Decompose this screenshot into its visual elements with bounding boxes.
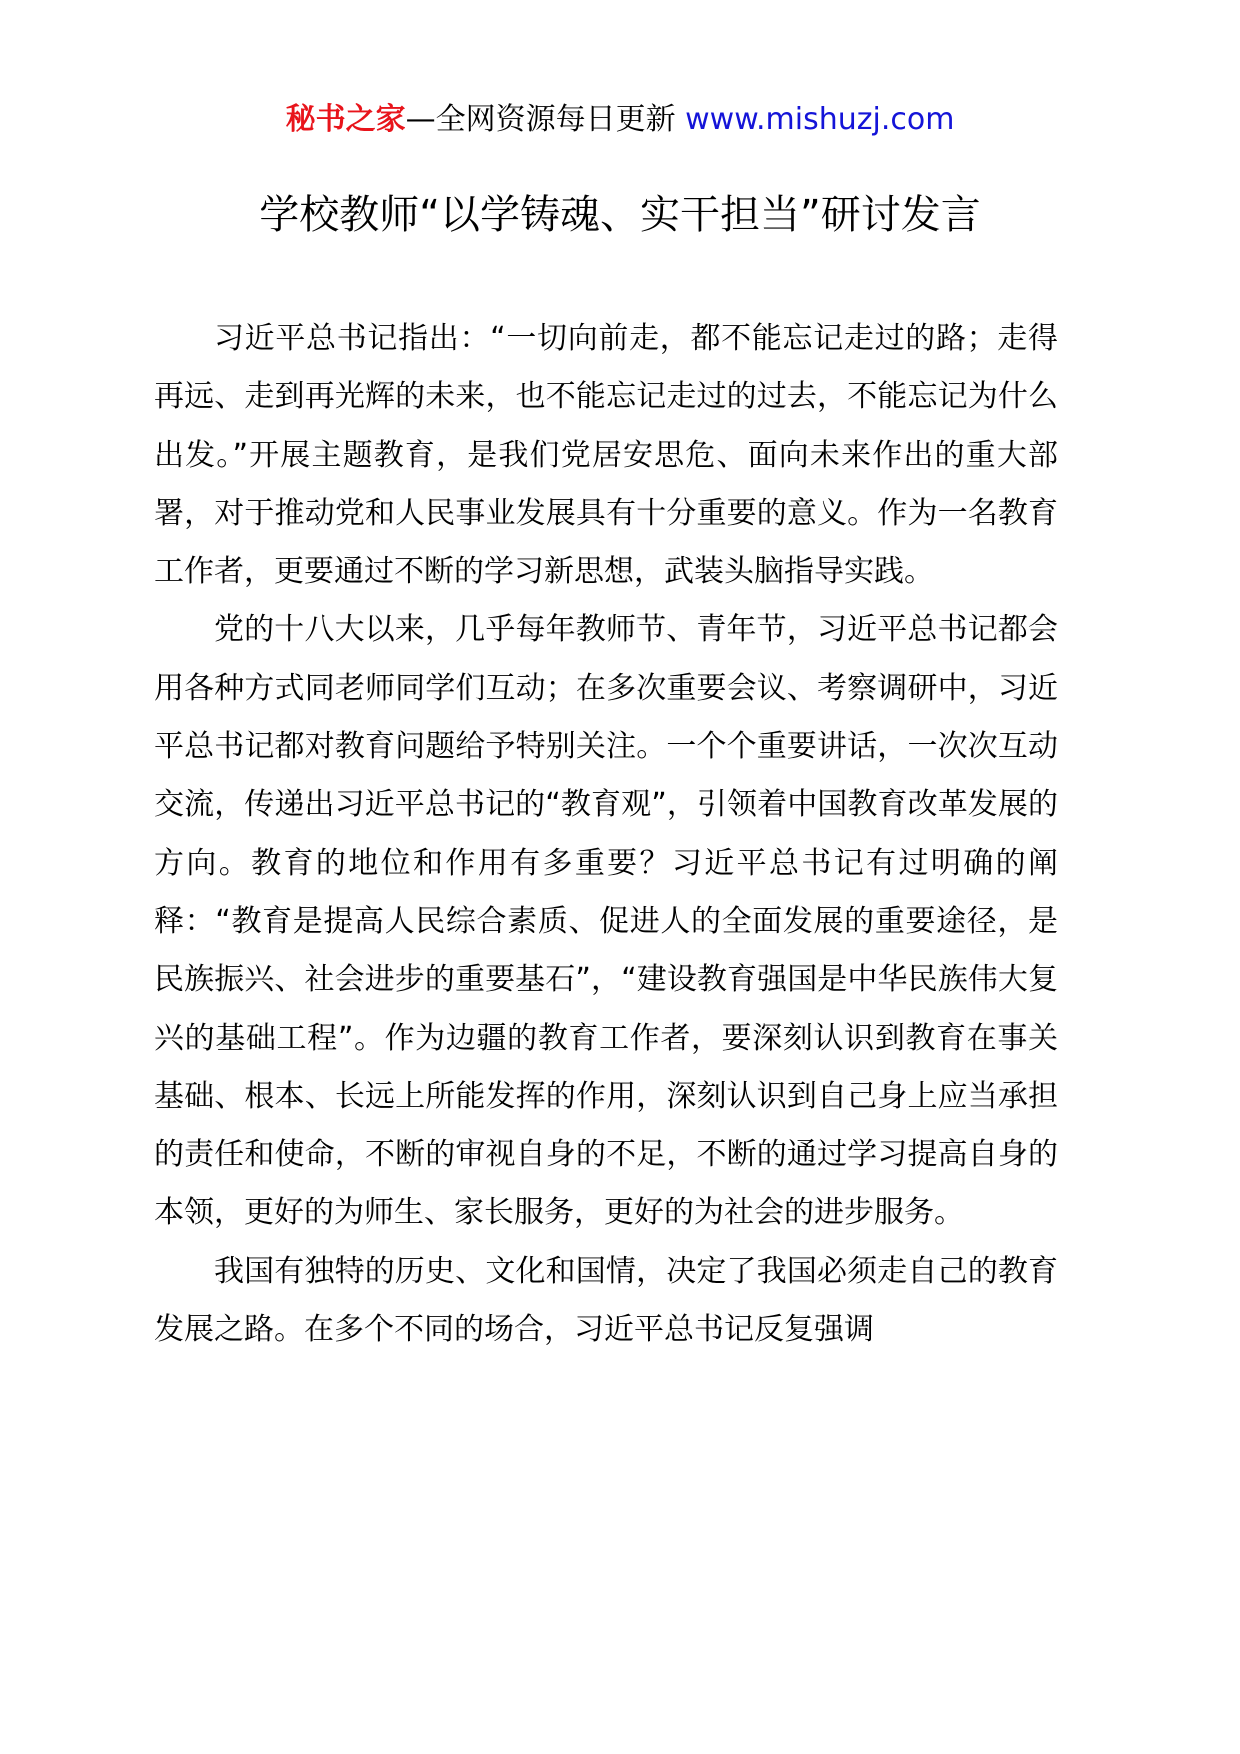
document-title: 学校教师“以学铸魂、实干担当”研讨发言 [259,192,981,238]
document-body [154,310,1058,1359]
paragraph-3: 我国有独特的历史、文化和国情，决定了我国必须走自己的教育发展之路。在多个不同的场合，习近平总书记反复强调 [154,1253,1058,1348]
brand-name: 秘书之家 [285,102,406,137]
site-tagline: —全网资源每日更新 [405,102,676,137]
site-url-link[interactable]: www.mishuzj.com [685,102,955,137]
site-header [0,100,1240,140]
paragraph-1: 习近平总书记指出：“一切向前走，都不能忘记走过的路；走得再远、走到再光辉的未来，也不能忘记走过的过去，不能忘记为什么出发。”开展主题教育，是我们党居安思危、面向未来作出的重大部署，对于推动党和人民事业发展具有十分重要的意义。作为一名教育工作者，更要通过不断的学习新思想，武装头脑指导实践。 [154,321,1058,590]
paragraph-2: 党的十八大以来，几乎每年教师节、青年节，习近平总书记都会用各种方式同老师同学们互动；在多次重要会议、考察调研中，习近平总书记都对教育问题给予特别关注。一个个重要讲话，一次次互动交流，传递出习近平总书记的“教育观”，引领着中国教育改革发展的方向。教育的地位和作用有多重要？习近平总书记有过明确的阐释：“教育是提高人民综合素质、促进人的全面发展的重要途径，是民族振兴、社会进步的重要基石”，“建设教育强国是中华民族伟大复兴的基础工程”。作为边疆的教育工作者，要深刻认识到教育在事关基础、根本、长远上所能发挥的作用，深刻认识到自己身上应当承担的责任和使命，不断的审视自身的不足，不断的通过学习提高自身的本领，更好的为师生、家长服务，更好的为社会的进步服务。 [154,612,1058,1231]
